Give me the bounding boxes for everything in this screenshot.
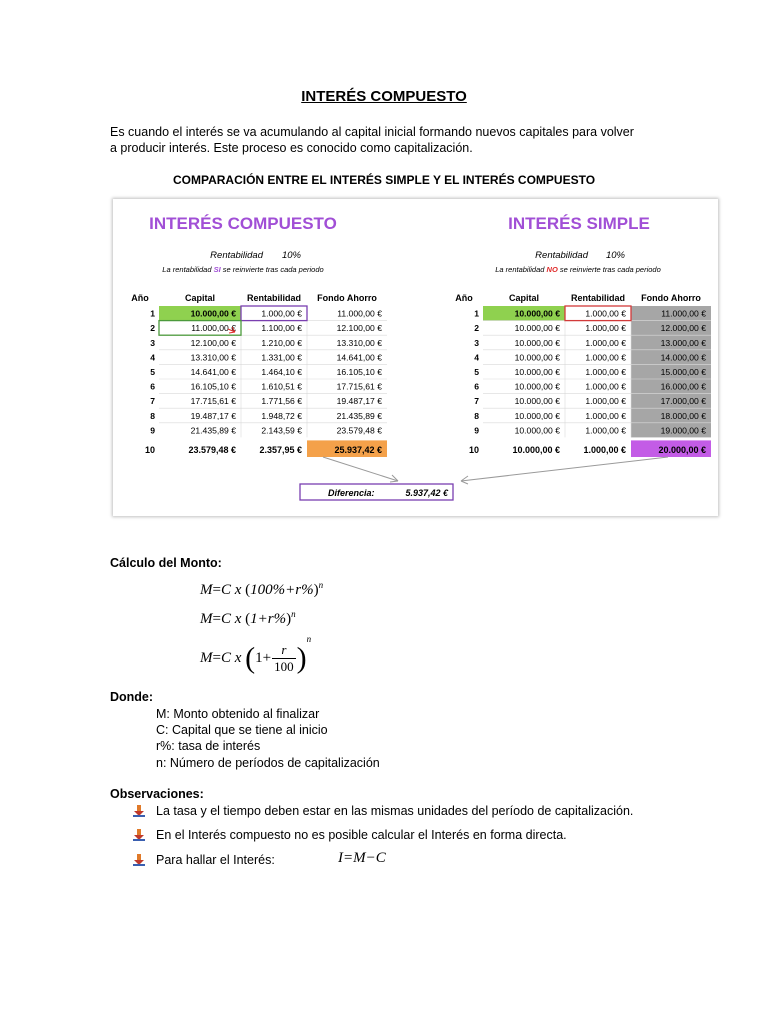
compound-cell: 9 (150, 425, 155, 436)
arrow-down-bullet-icon (133, 829, 145, 841)
simple-col-header: Año (455, 293, 473, 303)
donde-heading: Donde: (110, 690, 154, 704)
simple-cell: 10.000,00 € (514, 352, 560, 363)
definition-n: n: Número de períodos de capitalización (156, 756, 380, 770)
compound-rate-label: Rentabilidad (210, 250, 263, 261)
formula-1-exp: n (318, 580, 324, 590)
simple-cell: 1.000,00 € (585, 367, 626, 377)
compound-cell: 17.715,61 € (190, 396, 236, 407)
formula-3-den: 100 (274, 659, 294, 675)
simple-cell: 1.000,00 € (585, 410, 626, 421)
simple-cell: 4 (474, 352, 479, 363)
comparison-figure (113, 199, 718, 516)
formula-2-inner: 1+r% (250, 611, 287, 627)
simple-cell: 19.000,00 € (660, 425, 706, 436)
comparison-title: COMPARACIÓN ENTRE EL INTERÉS SIMPLE Y EL INTERÉS COMPUESTO (172, 173, 596, 187)
arrow-down-bullet-icon (133, 854, 145, 866)
simple-col-header: Capital (508, 293, 540, 303)
simple-cell: 10.000,00 € (514, 396, 560, 407)
compound-cell: 16.105,10 € (336, 367, 382, 377)
compound-cell: 1.100,00 € (261, 323, 302, 334)
compound-cell: 19.487,17 € (336, 396, 382, 407)
simple-cell: 6 (474, 381, 479, 392)
simple-cell: 20.000,00 € (658, 445, 706, 455)
simple-cell: 18.000,00 € (660, 410, 706, 421)
formula-3-oneplus: 1+ (255, 650, 272, 666)
compound-cell: 1 (150, 308, 155, 319)
formula-2-open: ( (245, 611, 251, 627)
formula-3-close: ) (296, 641, 307, 675)
simple-cell: 1.000,00 € (585, 352, 626, 363)
formula-1-eq: = (212, 582, 221, 598)
simple-note-pre: La rentabilidad (495, 265, 545, 274)
difference-value: 5.937,42 € (405, 488, 448, 498)
compound-note-pre: La rentabilidad (162, 265, 212, 274)
simple-cell: 1.000,00 € (585, 308, 626, 319)
formula-2-x: x (234, 611, 242, 627)
compound-cell: 13.310,00 € (190, 352, 236, 363)
compound-cell: 1.000,00 € (261, 308, 302, 319)
formula-2 (200, 609, 296, 628)
simple-cell: 10.000,00 € (514, 367, 560, 377)
compound-col-header: Rentabilidad (246, 293, 302, 303)
compound-cell: 16.105,10 € (190, 381, 236, 392)
arrow-down-bullet-icon (133, 805, 145, 817)
simple-note (495, 265, 661, 274)
simple-cell: 8 (474, 410, 479, 421)
simple-cell: 16.000,00 € (660, 381, 706, 392)
simple-cell: 10.000,00 € (514, 425, 560, 436)
simple-rate-label: Rentabilidad (535, 250, 588, 261)
compound-note-key: SI (213, 265, 221, 274)
simple-cell: 10.000,00 € (514, 308, 560, 319)
simple-cell: 15.000,00 € (660, 367, 706, 377)
simple-table (455, 293, 711, 457)
compound-cell: 1.331,00 € (261, 352, 302, 363)
simple-cell: 1.000,00 € (585, 337, 626, 348)
formula-1-inner: 100%+r% (250, 582, 314, 598)
compound-cell: 10.000,00 € (190, 308, 236, 319)
simple-heading: INTERÉS SIMPLE (508, 214, 650, 233)
simple-cell: 11.000,00 € (661, 308, 706, 319)
simple-note-key: NO (546, 265, 558, 274)
compound-cell: 14.641,00 € (190, 367, 236, 377)
formula-1-open: ( (245, 582, 251, 598)
compound-rate-value: 10% (281, 250, 301, 261)
formula-3 (200, 634, 311, 676)
compound-cell: 11.000,00 € (191, 323, 236, 334)
compound-cell: 2.357,95 € (259, 445, 302, 455)
observation-2: En el Interés compuesto no es posible calcular el Interés en forma directa. (156, 828, 567, 842)
formula-1 (200, 580, 323, 599)
simple-cell: 10 (468, 445, 479, 455)
interest-formula: I=M−C (338, 850, 386, 866)
simple-cell: 10.000,00 € (514, 337, 560, 348)
compound-cell: 1.948,72 € (261, 410, 302, 421)
simple-cell: 9 (474, 425, 479, 436)
observation-3: Para hallar el Interés: (156, 853, 275, 867)
formula-3-num: r (272, 642, 296, 659)
compound-cell: 25.937,42 € (334, 445, 382, 455)
compound-cell: 1.464,10 € (261, 367, 302, 377)
compound-cell: 7 (150, 396, 155, 407)
compound-cell: 6 (150, 381, 155, 392)
arrow-left-diff (323, 457, 398, 481)
compound-heading: INTERÉS COMPUESTO (149, 214, 337, 233)
compound-cell: 12.100,00 € (190, 337, 236, 348)
compound-cell: 17.715,61 € (336, 381, 382, 392)
simple-cell: 10.000,00 € (514, 323, 560, 334)
compound-cell: 12.100,00 € (336, 323, 382, 334)
compound-cell: 11.000,00 € (337, 308, 382, 319)
compound-cell: 5 (150, 367, 155, 377)
definition-r: r%: tasa de interés (156, 739, 261, 753)
compound-cell: 2.143,59 € (261, 425, 302, 436)
compound-cell: 14.641,00 € (336, 352, 382, 363)
simple-cell: 1.000,00 € (583, 445, 626, 455)
compound-cell: 21.435,89 € (190, 425, 236, 436)
compound-note-post: se reinvierte tras cada periodo (222, 265, 324, 274)
simple-cell: 10.000,00 € (512, 445, 560, 455)
compound-table (131, 293, 387, 457)
compound-cell: 10 (144, 445, 155, 455)
formula-2-eq: = (212, 611, 221, 627)
compound-col-header: Fondo Ahorro (317, 293, 377, 303)
compound-cell: 21.435,89 € (336, 410, 382, 421)
simple-cell: 12.000,00 € (660, 323, 706, 334)
compound-note (162, 265, 323, 274)
page-title: INTERÉS COMPUESTO (301, 88, 467, 105)
monto-heading: Cálculo del Monto: (110, 556, 222, 570)
simple-cell: 3 (474, 337, 479, 348)
simple-cell: 5 (474, 367, 479, 377)
formula-3-fraction (272, 642, 296, 675)
simple-rate-value: 10% (605, 250, 625, 261)
observation-1: La tasa y el tiempo deben estar en las mismas unidades del período de capitalización. (156, 804, 634, 818)
compound-cell: 23.579,48 € (336, 425, 382, 436)
simple-cell: 1 (474, 308, 479, 319)
compound-cell: 1.210,00 € (261, 337, 302, 348)
formula-1-x: x (234, 582, 242, 598)
simple-cell: 13.000,00 € (660, 337, 706, 348)
simple-cell: 2 (474, 323, 479, 334)
simple-cell: 7 (474, 396, 479, 407)
compound-col-header: Capital (184, 293, 216, 303)
simple-col-header: Fondo Ahorro (641, 293, 701, 303)
compound-cell: 4 (150, 352, 155, 363)
formula-2-exp: n (291, 609, 296, 619)
intro-line-1: Es cuando el interés se va acumulando al capital inicial formando nuevos capitales para volver (110, 125, 634, 139)
observations-heading: Observaciones: (110, 787, 204, 801)
simple-cell: 1.000,00 € (585, 381, 626, 392)
compound-col-header: Año (131, 293, 149, 303)
formula-1-close: ) (313, 582, 319, 598)
simple-col-header: Rentabilidad (570, 293, 626, 303)
formula-1-c: C (220, 582, 231, 598)
formula-3-x: x (234, 650, 242, 666)
compound-cell: 1.771,56 € (261, 396, 302, 407)
compound-cell: 2 (150, 323, 155, 334)
simple-note-post: se reinvierte tras cada periodo (559, 265, 661, 274)
simple-cell: 10.000,00 € (514, 381, 560, 392)
formula-1-m: M (200, 582, 213, 598)
simple-cell: 1.000,00 € (585, 425, 626, 436)
formula-2-m: M (200, 611, 213, 627)
compound-cell: 19.487,17 € (190, 410, 236, 421)
comparison-figure-svg (113, 199, 718, 516)
simple-cell: 1.000,00 € (585, 396, 626, 407)
compound-cell: 23.579,48 € (188, 445, 236, 455)
difference-label: Diferencia: (328, 488, 375, 498)
arrow-right-diff (461, 457, 668, 481)
formula-3-eq: = (212, 650, 221, 666)
compound-cell: 3 (150, 337, 155, 348)
simple-cell: 10.000,00 € (514, 410, 560, 421)
simple-cell: 1.000,00 € (585, 323, 626, 334)
definition-c: C: Capital que se tiene al inicio (156, 723, 328, 737)
compound-cell: 1.610,51 € (261, 381, 302, 392)
simple-cell: 14.000,00 € (660, 352, 706, 363)
simple-cell: 17.000,00 € (660, 396, 706, 407)
compound-cell: 8 (150, 410, 155, 421)
formula-3-open: ( (245, 641, 256, 675)
formula-3-exp: n (306, 634, 312, 644)
compound-cell: 13.310,00 € (336, 337, 382, 348)
intro-line-2: a producir interés. Este proceso es conocido como capitalización. (110, 141, 473, 155)
formula-2-c: C (220, 611, 231, 627)
definition-m: M: Monto obtenido al finalizar (156, 707, 320, 721)
formula-3-m: M (200, 650, 213, 666)
formula-2-close: ) (286, 611, 292, 627)
formula-3-c: C (220, 650, 231, 666)
